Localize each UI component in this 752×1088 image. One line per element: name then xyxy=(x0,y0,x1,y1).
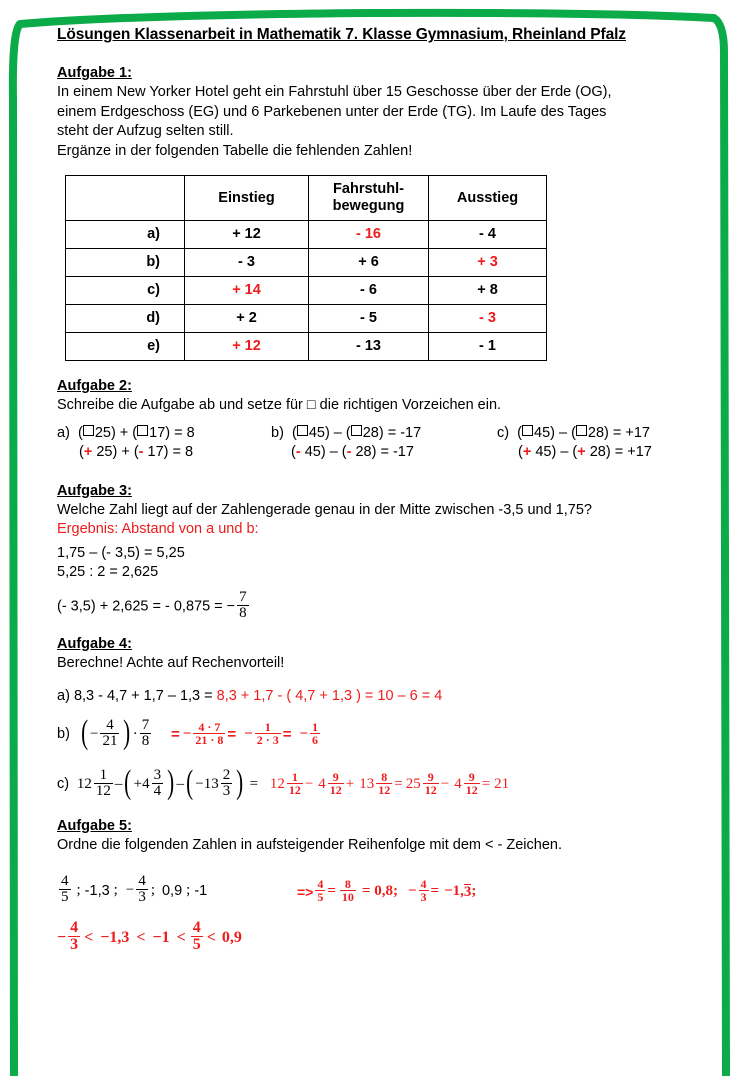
paren-open: ( xyxy=(77,424,83,441)
fraction-numerator: 9 xyxy=(427,769,434,784)
fraction-denominator: 3 xyxy=(420,890,427,905)
separator: ; xyxy=(186,882,191,899)
table-row xyxy=(66,221,547,249)
task-3-step-3 xyxy=(57,588,697,625)
task-5-note xyxy=(297,879,476,904)
fraction-denominator: 12 xyxy=(95,782,111,799)
task-4-heading: Aufgabe 4: xyxy=(57,635,132,652)
fraction-denominator: 5 xyxy=(317,890,324,905)
separator: ; xyxy=(76,882,81,899)
ans-mid-2: 28) = -17 xyxy=(351,444,414,460)
task-2-b-expr xyxy=(288,425,421,441)
cell-einstieg: + 14 xyxy=(185,277,309,305)
fraction-denominator: 5 xyxy=(192,936,201,954)
task-2-b-part1: 45) – ( xyxy=(308,424,351,441)
fraction-numerator: 4 xyxy=(106,716,114,733)
ans-sign-1: - xyxy=(295,444,301,460)
placeholder-box-icon xyxy=(522,425,533,436)
fraction-one-sixth xyxy=(310,721,320,746)
equals-sign: = xyxy=(249,775,259,792)
fraction-denominator: 5 xyxy=(61,889,69,906)
task-5-row-1 xyxy=(57,875,697,919)
fraction-8-12 xyxy=(376,771,392,796)
placeholder-box-icon xyxy=(351,425,362,436)
task-5-section xyxy=(57,817,697,966)
fraction-numerator: 7 xyxy=(141,716,150,733)
whole-number: 4 xyxy=(318,775,326,792)
fraction-denominator: 12 xyxy=(424,782,437,797)
task-5-heading: Aufgabe 5: xyxy=(57,817,132,834)
task-4-b xyxy=(57,714,697,755)
separator: ; xyxy=(113,882,118,899)
cell-ausstieg: - 1 xyxy=(429,333,547,361)
row-label: e) xyxy=(66,333,185,361)
task-3-step-1: 1,75 – (- 3,5) = 5,25 xyxy=(57,544,185,561)
task-4-section xyxy=(57,635,697,805)
fraction-denominator: 12 xyxy=(378,782,391,797)
fraction-numerator: 1 xyxy=(312,719,319,734)
fraction-numerator: 8 xyxy=(344,877,351,891)
task-2-c-label: c) xyxy=(497,424,510,441)
task-2-items xyxy=(57,424,697,472)
fraction-denominator: 12 xyxy=(465,782,478,797)
row-label: a) xyxy=(66,221,185,249)
fraction-numerator: 4 xyxy=(420,877,427,891)
cell-einstieg: + 2 xyxy=(185,305,309,333)
row-label: c) xyxy=(66,277,185,305)
ans-mid-1: 45) – ( xyxy=(531,444,578,460)
task-2-a-part1: 25) + ( xyxy=(94,424,138,441)
fraction-denominator: 8 xyxy=(141,732,150,749)
table-row xyxy=(66,249,547,277)
ans-mid-1: 45) – ( xyxy=(300,444,347,460)
cell-einstieg: - 3 xyxy=(185,249,309,277)
task-4-c-answer xyxy=(269,769,510,797)
task-2-a-expr xyxy=(74,425,195,441)
ans-sign-2: - xyxy=(138,444,144,460)
fraction-denominator: 10 xyxy=(341,890,354,905)
ans-mid-2: 17) = 8 xyxy=(143,444,194,460)
table-header-cell-ausstieg: Ausstieg xyxy=(429,176,547,221)
table-header-cell-empty xyxy=(66,176,185,221)
task-4-a-answer: 8,3 + 1,7 - ( 4,7 + 1,3 ) = 10 – 6 = 4 xyxy=(216,688,443,704)
arrow-icon: => xyxy=(297,883,314,900)
whole-number: 12 xyxy=(269,775,285,792)
cell-ausstieg: + 8 xyxy=(429,277,547,305)
task-2-b-answer xyxy=(271,443,421,463)
less-than-sign: < xyxy=(84,928,94,946)
value-negative-1: −1 xyxy=(152,928,170,946)
cell-bewegung: + 6 xyxy=(309,249,429,277)
task-5-ordering xyxy=(57,921,242,955)
task-1-heading: Aufgabe 1: xyxy=(57,65,132,81)
fraction-seven-eighths xyxy=(140,718,152,750)
table-row xyxy=(66,333,547,361)
less-than-sign: < xyxy=(206,928,216,946)
placeholder-box-icon xyxy=(83,425,94,436)
ans-sign-2: + xyxy=(577,444,586,460)
page-title: Lösungen Klassenarbeit in Mathematik 7. Klasse Gymnasium, Rheinland Pfalz xyxy=(57,26,626,43)
fraction-numerator: 4 · 7 xyxy=(198,719,221,734)
equals-sign: = xyxy=(430,883,440,900)
equals-sign: = xyxy=(481,775,491,792)
fraction-denominator: 12 xyxy=(288,782,301,797)
fraction-numerator: 4 xyxy=(192,919,201,936)
ans-mid-2: 28) = +17 xyxy=(585,444,652,460)
fraction-4-3 xyxy=(419,878,429,903)
task-2-c-answer xyxy=(497,443,652,463)
ans-mid-1: 25) + ( xyxy=(92,444,139,460)
cell-bewegung: - 16 xyxy=(309,221,429,249)
minus-sign: − xyxy=(125,882,135,899)
task-2-a-part2: 17) = 8 xyxy=(149,424,195,441)
header-bewegung-line-2: bewegung xyxy=(332,198,405,214)
task-2-item-b xyxy=(271,424,421,463)
task-4-c-problem: 12 $\frac{1}{12}$ – ( + 4 $\frac{3}{4}$ ) – ( − 13 $\frac{2}{3}$ ) = xyxy=(76,764,259,802)
table-header xyxy=(66,176,547,221)
plus-sign: + xyxy=(133,775,143,792)
fraction-4-3 xyxy=(136,874,148,906)
equals-sign: = xyxy=(394,775,403,792)
fraction-4x7-over-21x8 xyxy=(193,721,225,746)
value-negative-1: -1 xyxy=(194,882,208,899)
task-2-c-part1: 45) – ( xyxy=(534,424,576,441)
task-5-row-2 xyxy=(57,921,697,965)
ans-paren: ( xyxy=(291,444,296,460)
task-4-a xyxy=(57,687,697,707)
task-3-section xyxy=(57,482,697,625)
fraction-denominator: 12 xyxy=(329,782,342,797)
minus-sign: − xyxy=(299,725,309,742)
fraction-9-12 xyxy=(464,771,480,796)
final-result: 21 xyxy=(494,775,510,792)
whole-number: 13 xyxy=(359,775,375,792)
separator: ; xyxy=(471,883,477,900)
task-2-a-problem xyxy=(57,424,195,444)
value-negative-1-3: -1,3 xyxy=(84,882,110,899)
fraction-numerator: 4 xyxy=(70,919,79,936)
value-negative-1-point: −1, xyxy=(444,883,464,900)
task-4-b-problem: ( − $\frac{4}{21}$ ) · $\frac{7}{8}$ xyxy=(80,714,150,752)
fraction-numerator: 4 xyxy=(61,873,69,889)
fraction-1-12 xyxy=(94,768,113,800)
task-2-a-label: a) xyxy=(57,424,70,441)
minus-operator: − xyxy=(304,775,314,792)
cell-einstieg: + 12 xyxy=(185,221,309,249)
minus-sign: − xyxy=(407,883,417,900)
task-2-c-problem xyxy=(497,424,652,444)
paren-open: ( xyxy=(291,424,297,441)
less-than-sign: < xyxy=(136,928,146,946)
fraction-denominator: 3 xyxy=(70,936,79,954)
fraction-numerator: 4 xyxy=(317,877,324,891)
fraction-seven-eighths xyxy=(237,590,249,622)
task-1-text-line-3: steht der Aufzug selten still. xyxy=(57,123,234,139)
repeating-digit-overline: 3 xyxy=(463,883,472,900)
task-1-text-line-1: In einem New Yorker Hotel geht ein Fahrstuhl über 15 Geschosse über der Erde (OG), xyxy=(57,84,612,100)
fraction-4-3 xyxy=(68,920,80,954)
cell-ausstieg: - 3 xyxy=(429,305,547,333)
row-label: d) xyxy=(66,305,185,333)
fraction-4-5 xyxy=(59,874,71,906)
fraction-denominator: 6 xyxy=(312,732,319,747)
cell-ausstieg: + 3 xyxy=(429,249,547,277)
ans-sign-1: + xyxy=(83,444,93,460)
minus-operator: − xyxy=(440,775,450,792)
minus-operator: – xyxy=(176,775,184,792)
ans-paren: ( xyxy=(518,444,523,460)
header-bewegung-line-1: Fahrstuhl- xyxy=(333,181,404,197)
minus-sign: − xyxy=(244,725,253,742)
fraction-denominator: 21 xyxy=(102,732,118,749)
task-4-a-label: a) xyxy=(57,688,70,704)
task-4-b-label: b) xyxy=(57,726,70,743)
fraction-8-10 xyxy=(340,878,356,903)
fraction-numerator: 9 xyxy=(332,769,339,784)
fraction-1-12 xyxy=(287,771,303,796)
cell-ausstieg: - 4 xyxy=(429,221,547,249)
task-2-a-answer xyxy=(57,443,195,463)
minus-sign: − xyxy=(89,725,99,742)
separator: ; xyxy=(150,882,155,899)
fraction-denominator: 21 · 8 xyxy=(195,732,224,747)
task-2-c-part2: 28) = +17 xyxy=(587,424,650,441)
fraction-denominator: 3 xyxy=(138,889,146,906)
document-body xyxy=(57,26,697,965)
fraction-4-5 xyxy=(191,920,203,954)
task-1-text-line-4: Ergänze in der folgenden Tabelle die fehlenden Zahlen! xyxy=(57,142,413,159)
fraction-denominator: 8 xyxy=(239,604,247,621)
minus-operator: – xyxy=(114,775,123,792)
equals-value-0-8: = 0,8; xyxy=(361,883,398,900)
whole-number: 25 xyxy=(405,775,421,792)
plus-operator: + xyxy=(345,775,355,792)
task-3-step-2: 5,25 : 2 = 2,625 xyxy=(57,564,159,580)
elevator-table xyxy=(65,175,547,361)
task-2-heading: Aufgabe 2: xyxy=(57,378,132,394)
equals-sign: = xyxy=(327,883,336,900)
task-2-item-c xyxy=(497,424,652,463)
task-3-heading: Aufgabe 3: xyxy=(57,482,132,499)
equals-sign: = xyxy=(282,725,292,743)
less-than-sign: < xyxy=(176,928,186,946)
placeholder-box-icon xyxy=(137,425,148,436)
table-header-cell-einstieg: Einstieg xyxy=(185,176,309,221)
cell-bewegung: - 5 xyxy=(309,305,429,333)
fraction-numerator: 9 xyxy=(468,769,475,784)
equals-sign: = xyxy=(171,725,180,743)
fraction-numerator: 1 xyxy=(264,719,271,734)
cell-bewegung: - 6 xyxy=(309,277,429,305)
row-label: b) xyxy=(66,249,185,277)
minus-sign: − xyxy=(57,928,67,946)
fraction-numerator: 2 xyxy=(222,766,231,783)
fraction-2-3 xyxy=(221,768,233,800)
task-2-b-label: b) xyxy=(271,424,284,441)
task-2-section xyxy=(57,377,697,472)
whole-number: 4 xyxy=(454,775,462,792)
fraction-3-4 xyxy=(152,768,164,800)
fraction-denominator: 2 · 3 xyxy=(256,732,279,747)
fraction-9-12 xyxy=(328,771,344,796)
task-4-a-problem: 8,3 - 4,7 + 1,7 – 1,3 = xyxy=(73,688,217,704)
task-1-text-line-2: einem Erdgeschoss (EG) und 6 Parkebenen unter der Erde (TG). Im Laufe des Tages xyxy=(57,103,607,120)
task-3-result-label: Ergebnis: Abstand von a und b: xyxy=(57,521,259,537)
task-2-item-a xyxy=(57,424,195,463)
value-0-9: 0,9 xyxy=(161,882,183,899)
placeholder-box-icon xyxy=(576,425,587,436)
equals-sign: = xyxy=(227,725,237,743)
fraction-numerator: 7 xyxy=(239,588,247,605)
task-2-c-expr xyxy=(513,425,650,441)
table-row xyxy=(66,277,547,305)
multiplication-dot: · xyxy=(132,725,138,742)
task-3-step-3-prefix: (- 3,5) + 2,625 = - 0,875 = − xyxy=(57,598,236,615)
cell-bewegung: - 13 xyxy=(309,333,429,361)
fraction-numerator: 8 xyxy=(381,769,388,784)
paren-open: ( xyxy=(517,424,522,441)
table-row xyxy=(66,305,547,333)
fraction-numerator: 3 xyxy=(153,766,162,783)
whole-number: 4 xyxy=(142,775,150,792)
fraction-denominator: 3 xyxy=(222,782,231,799)
task-4-c xyxy=(57,764,697,805)
minus-sign: − xyxy=(195,775,204,792)
fraction-numerator: 1 xyxy=(291,769,298,784)
ans-paren: ( xyxy=(79,444,84,460)
fraction-numerator: 4 xyxy=(138,873,146,889)
fraction-numerator: 1 xyxy=(99,766,108,783)
task-1-section xyxy=(57,64,697,361)
value-negative-1-3: −1,3 xyxy=(100,928,130,946)
task-4-c-label: c) xyxy=(57,776,70,793)
table-body xyxy=(66,221,547,361)
fraction-four-twentyfirsts xyxy=(100,718,119,750)
ans-sign-1: + xyxy=(522,444,532,460)
value-0-9: 0,9 xyxy=(221,928,242,946)
table-header-cell-bewegung xyxy=(309,176,429,221)
fraction-9-12 xyxy=(423,771,439,796)
task-5-text: Ordne die folgenden Zahlen in aufsteigender Reihenfolge mit dem < - Zeichen. xyxy=(57,836,562,853)
placeholder-box-icon xyxy=(297,425,308,436)
minus-sign: − xyxy=(182,725,192,742)
task-2-b-problem xyxy=(271,424,421,444)
whole-number: 12 xyxy=(76,775,92,792)
task-4-b-answer xyxy=(171,719,322,747)
task-3-question: Welche Zahl liegt auf der Zahlengerade genau in der Mitte zwischen -3,5 und 1,75? xyxy=(57,501,592,518)
fraction-denominator: 4 xyxy=(153,782,162,799)
fraction-4-5 xyxy=(315,878,325,903)
task-4-text: Berechne! Achte auf Rechenvorteil! xyxy=(57,654,285,671)
ans-sign-2: - xyxy=(346,444,352,460)
whole-number: 13 xyxy=(203,775,219,792)
task-2-b-part2: 28) = -17 xyxy=(362,424,422,441)
cell-einstieg: + 12 xyxy=(185,333,309,361)
task-5-given-list xyxy=(57,875,207,907)
fraction-1-over-2x3 xyxy=(255,721,281,746)
task-2-text: Schreibe die Aufgabe ab und setze für □ die richtigen Vorzeichen ein. xyxy=(57,397,502,413)
table-header-row xyxy=(66,176,547,221)
